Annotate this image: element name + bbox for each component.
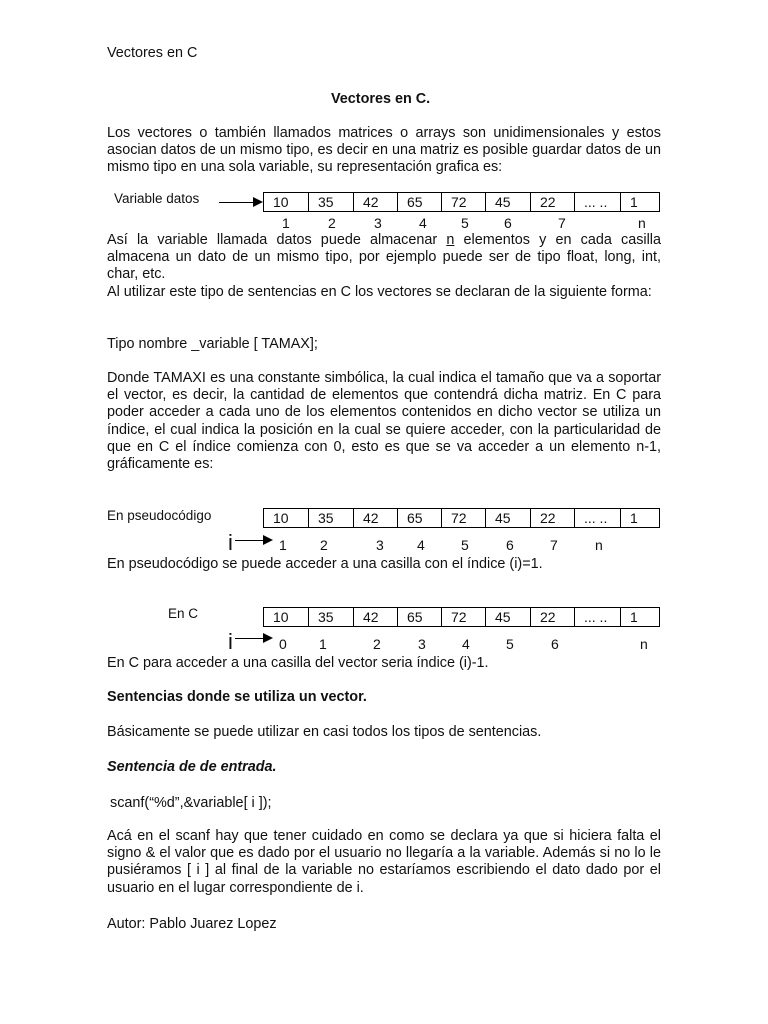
vector-cell: 10 — [264, 509, 309, 527]
arrow-icon — [235, 540, 271, 541]
vector-cell: 65 — [398, 608, 442, 626]
vector-cell: 35 — [309, 509, 354, 527]
vector-index: 1 — [282, 215, 290, 231]
vector-index: 7 — [558, 215, 566, 231]
vector-cell: ... .. — [575, 608, 621, 626]
vector-cell: 22 — [531, 193, 575, 211]
diagram-label: En pseudocódigo — [107, 508, 212, 523]
vector-cell: 72 — [442, 193, 486, 211]
vector-cell: 45 — [486, 608, 531, 626]
vector-cell: 72 — [442, 608, 486, 626]
document-title: Vectores en C. — [331, 91, 431, 107]
vector-index: 1 — [319, 636, 327, 652]
vector-cell: 1 — [630, 609, 638, 625]
arrow-icon — [219, 202, 261, 203]
vector-index: 4 — [417, 537, 425, 553]
vector-cell: 10 — [264, 193, 309, 211]
vector-index: 1 — [279, 537, 287, 553]
vector-cell: 35 — [309, 608, 354, 626]
vector-cell: 1 — [630, 510, 638, 526]
pointer-label: i — [228, 629, 233, 654]
vector-cell: 22 — [531, 608, 575, 626]
vector-cells — [263, 508, 660, 528]
underlined-n: n — [446, 232, 455, 248]
pointer-label: i — [228, 530, 233, 555]
vector-cells — [263, 192, 660, 212]
vector-index: 3 — [374, 215, 382, 231]
vector-cell: 1 — [630, 194, 638, 210]
paragraph-utilizar: Al utilizar este tipo de sentencias en C los vectores se declaran de la siguiente forma: — [107, 284, 652, 300]
vector-cell: 42 — [354, 509, 398, 527]
paragraph-basicamente: Básicamente se puede utilizar en casi todos los tipos de sentencias. — [107, 724, 542, 740]
vector-index: 3 — [418, 636, 426, 652]
diagram-label: En C — [168, 606, 199, 621]
vector-index: n — [640, 636, 648, 652]
vector-index: n — [638, 215, 646, 231]
vector-index: 6 — [506, 537, 514, 553]
vector-cell: 72 — [442, 509, 486, 527]
vector-index: 6 — [551, 636, 559, 652]
section-heading-sentencias: Sentencias donde se utiliza un vector. — [107, 689, 367, 705]
arrow-icon — [235, 638, 271, 639]
vector-cells — [263, 607, 660, 627]
vector-cell: ... .. — [575, 509, 621, 527]
vector-cell: 22 — [531, 509, 575, 527]
intro-paragraph: Los vectores o también llamados matrices o arrays son unidimensionales y estos asocian datos de un mismo tipo, es decir en una matriz es posible guardar datos de un mismo tipo en una sola variable, su representación grafica es: — [107, 125, 661, 176]
diagram-label: Variable datos — [114, 191, 200, 206]
vector-index: 6 — [504, 215, 512, 231]
vector-cell: 65 — [398, 193, 442, 211]
vector-cell: 10 — [264, 608, 309, 626]
vector-index: 2 — [320, 537, 328, 553]
vector-cell: ... .. — [575, 193, 621, 211]
section-heading-entrada: Sentencia de de entrada. — [107, 759, 277, 775]
author-line: Autor: Pablo Juarez Lopez — [107, 916, 277, 932]
vector-index: 5 — [461, 537, 469, 553]
vector-cell: 42 — [354, 193, 398, 211]
vector-cell: 45 — [486, 509, 531, 527]
vector-index: 7 — [550, 537, 558, 553]
vector-cell: 65 — [398, 509, 442, 527]
vector-index: 5 — [506, 636, 514, 652]
pseudocode-caption: En pseudocódigo se puede acceder a una casilla con el índice (i)=1. — [107, 556, 543, 572]
vector-index: 5 — [461, 215, 469, 231]
vector-index: 4 — [462, 636, 470, 652]
paragraph-aca: Acá en el scanf hay que tener cuidado en como se declara ya que si hiciera falta el signo & el valor que es dado por el usuario no llegaría a la variable. Además si no lo le pusiéramos [ i ] al final de la variable no estaríamos escribiendo el dato dado por el usuario en el lugar correspondiente de i. — [107, 828, 661, 896]
vector-index: 0 — [279, 636, 287, 652]
c-caption: En C para acceder a una casilla del vector seria índice (i)-1. — [107, 655, 489, 671]
document-header: Vectores en C — [107, 45, 198, 61]
vector-index: 4 — [419, 215, 427, 231]
vector-index: n — [595, 537, 603, 553]
vector-index: 2 — [328, 215, 336, 231]
vector-cell: 35 — [309, 193, 354, 211]
vector-index: 3 — [376, 537, 384, 553]
paragraph-donde: Donde TAMAXI es una constante simbólica, la cual indica el tamaño que va a soportar el vector, es decir, la cantidad de elementos que contendrá dicha matriz. En C para poder acceder a cada uno de los elementos contenidos en dicho vector se utiliza un índice, el cual indica la posición en la cual se quiere acceder, con la particularidad de que en C el índice comienza con 0, esto es que se va acceder a un elemento n-1, gráficamente es: — [107, 370, 661, 473]
vector-index: 2 — [373, 636, 381, 652]
declaration-code: Tipo nombre _variable [ TAMAX]; — [107, 336, 318, 352]
vector-cell: 42 — [354, 608, 398, 626]
vector-cell: 45 — [486, 193, 531, 211]
scanf-code: scanf(“%d”,&variable[ i ]); — [110, 795, 272, 811]
paragraph-asi: Así la variable llamada datos puede almacenar n elementos y en cada casilla almacena un dato de un mismo tipo, por ejemplo puede ser de tipo float, long, int, char, etc. — [107, 232, 661, 283]
